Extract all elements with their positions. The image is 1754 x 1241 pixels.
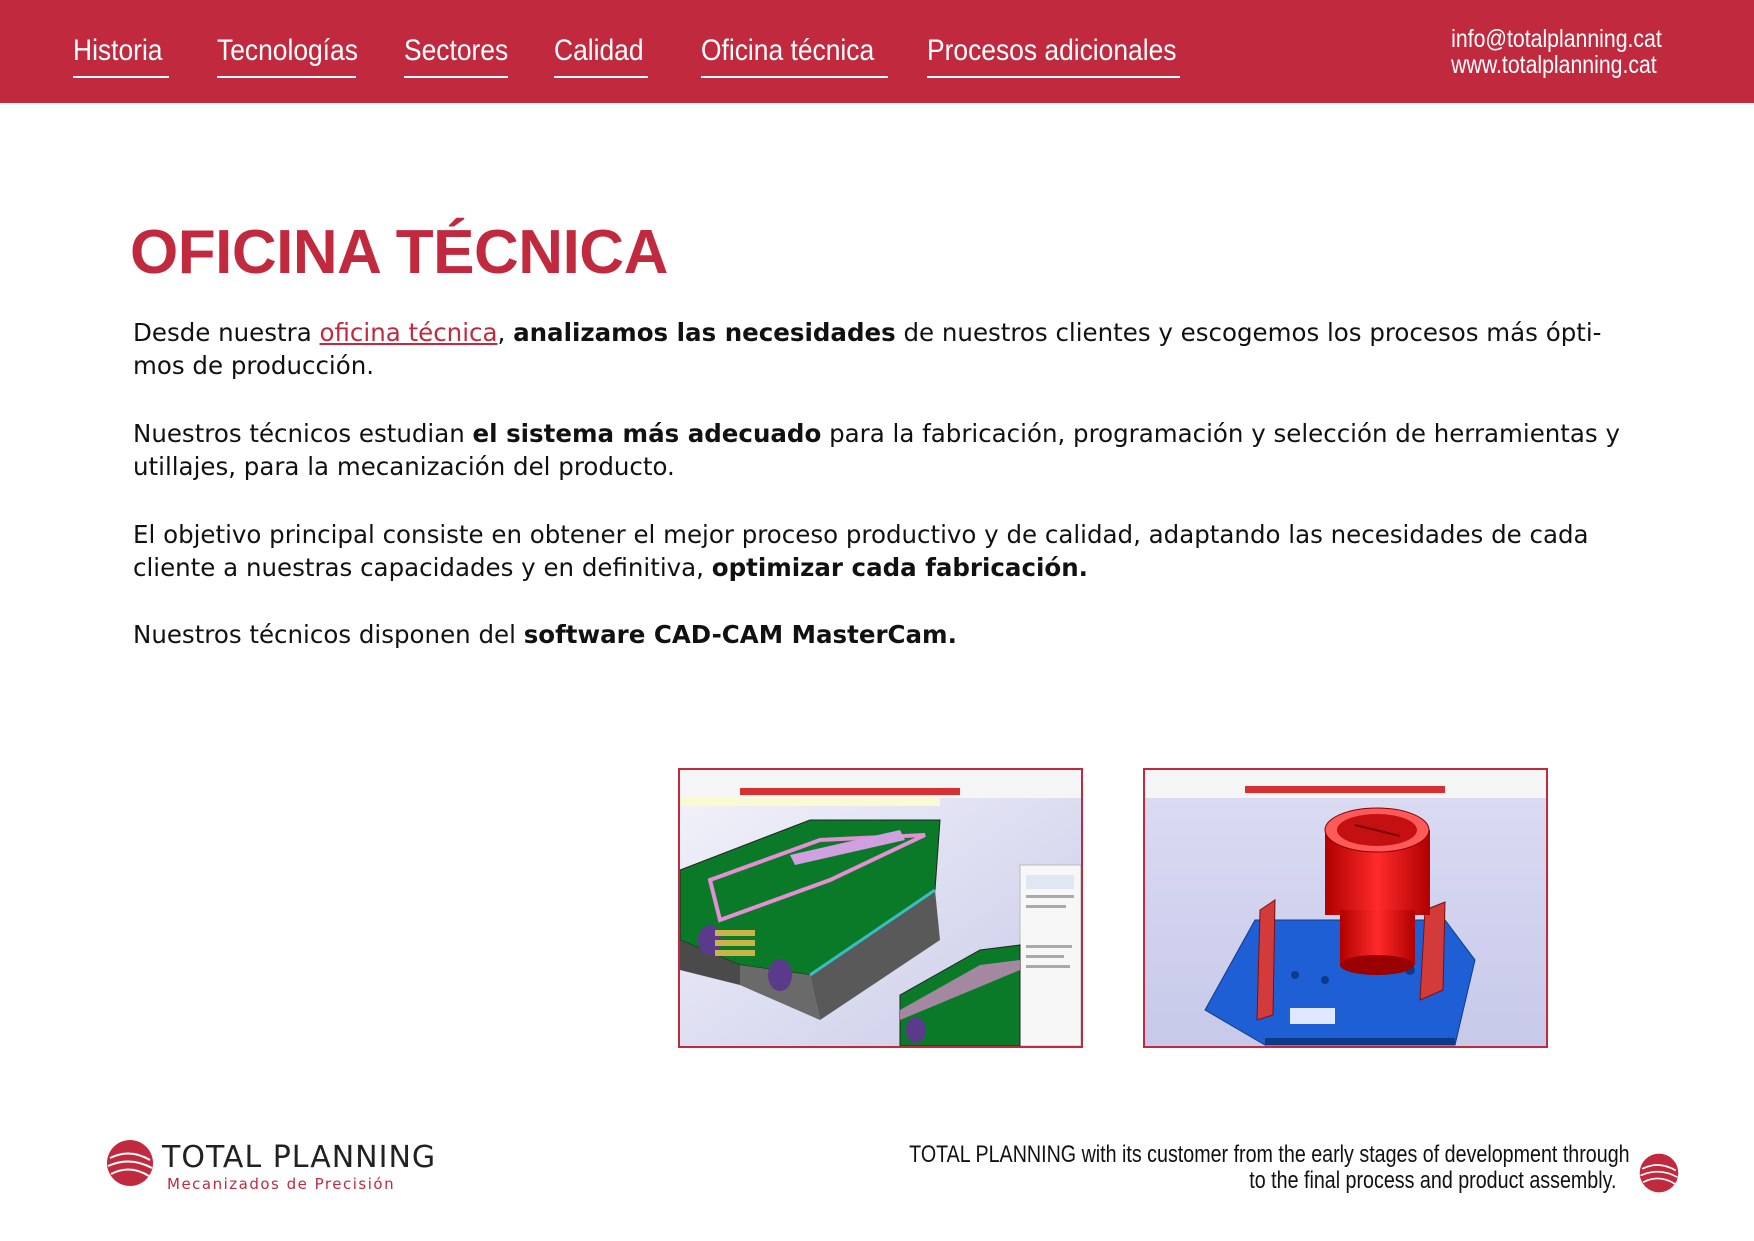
paragraph-intro [133,316,1633,382]
brand-subtitle: Mecanizados de Precisión [167,1175,396,1193]
nav-item-sectores[interactable]: Sectores [404,34,509,67]
nav-underline [73,76,169,78]
nav-underline [701,76,888,78]
nav-item-procesos-adicionales[interactable]: Procesos adicionales [927,34,1177,67]
bold-text: analizamos las necesidades [513,318,896,347]
contact-web-link[interactable]: www.totalplanning.cat [1451,51,1657,79]
brand-name: TOTAL PLANNING [162,1140,437,1175]
bold-text: optimizar cada fabricación. [711,553,1088,582]
paragraph-software [133,618,1633,651]
page-title: OFICINA TÉCNICA [130,218,668,287]
text: Nuestros técnicos estudian [133,419,473,448]
bold-text: software CAD-CAM MasterCam. [523,620,957,649]
nav-item-historia[interactable]: Historia [73,34,163,67]
contact-info [1451,26,1662,78]
text: para la fabricación, programación y selección de herramientas y utillajes, para la mecanización del producto. [133,419,1620,481]
nav-item-calidad[interactable]: Calidad [554,34,644,67]
text: El objetivo principal consiste en obtener el mejor proceso productivo y de calidad, adaptando las necesidades de cada cliente a nuestras capacidades y en definitiva, [133,520,1589,582]
nav-underline [927,76,1180,78]
total-planning-small-logo-icon [1638,1152,1680,1194]
contact-email-link[interactable]: info@totalplanning.cat [1451,25,1662,53]
cad-part-screenshot [1143,768,1548,1048]
nav-underline [217,76,356,78]
text: , [497,318,514,347]
text: de nuestros clientes y escogemos los procesos más ópti- mos de producción. [133,318,1602,380]
tagline-line-2: to the final process and product assembly. [1249,1167,1617,1194]
text: Nuestros técnicos disponen del [133,620,524,649]
nav-underline [554,76,648,78]
oficina-tecnica-link[interactable]: oficina técnica [319,318,498,347]
top-bar [0,0,1754,103]
text: Desde nuestra [133,318,320,347]
tagline-line-1: TOTAL PLANNING with its customer from the early stages of development through [909,1141,1630,1168]
nav-item-oficina-tecnica[interactable]: Oficina técnica [701,34,875,67]
nav-underline [404,76,508,78]
total-planning-logo-icon [105,1138,155,1188]
nav-item-tecnologias[interactable]: Tecnologías [217,34,358,67]
paragraph-technicians [133,417,1633,483]
bold-text: el sistema más adecuado [472,419,822,448]
footer-tagline [910,1142,1630,1194]
cad-mold-screenshot [678,768,1083,1048]
paragraph-objective [133,518,1633,584]
